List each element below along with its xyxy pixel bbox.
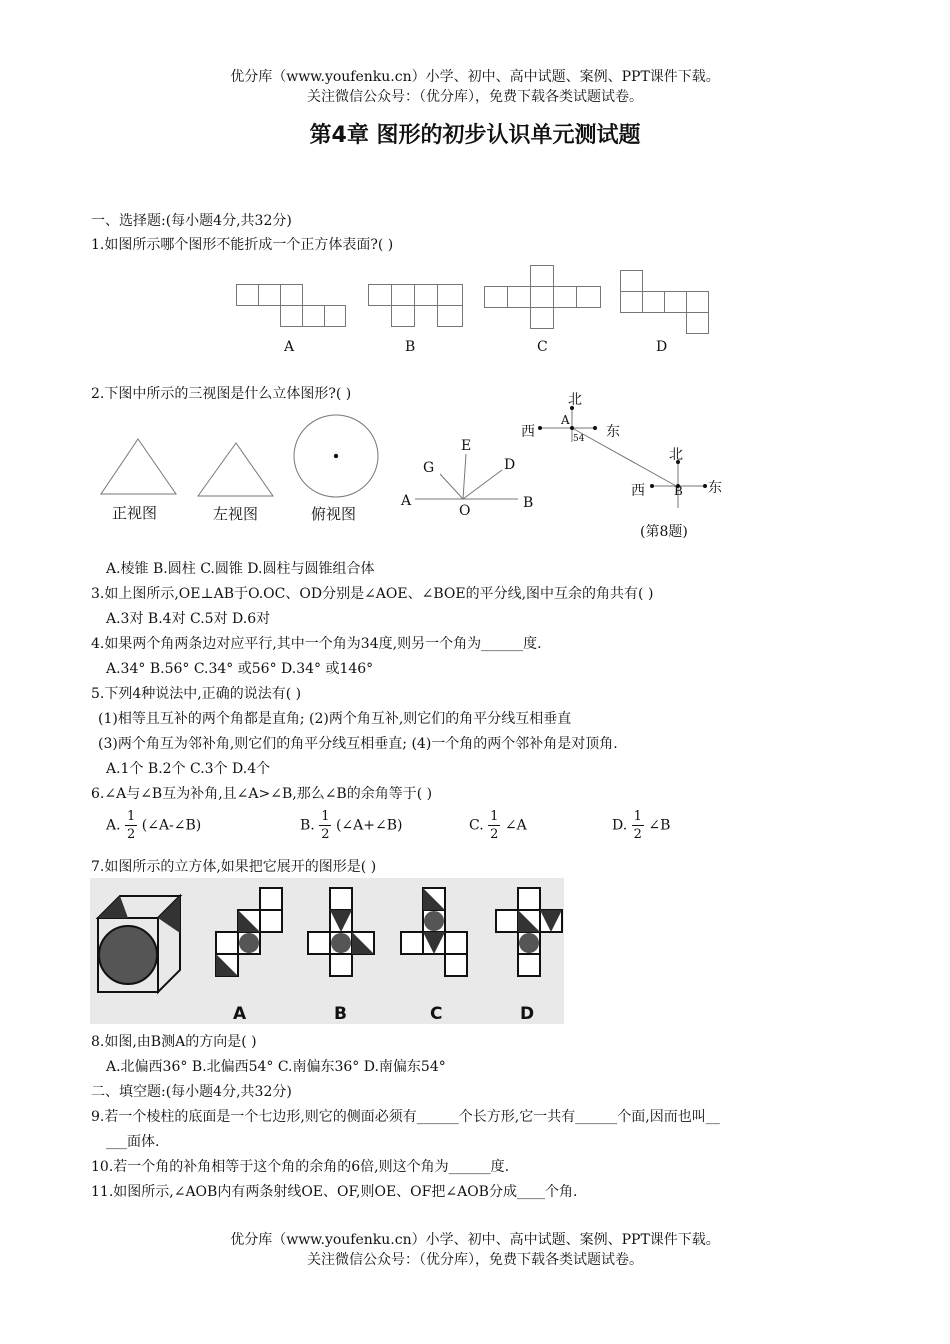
q1-net-a — [236, 284, 346, 329]
q6-d-letter: D. — [612, 817, 628, 834]
q6-c-fraction: $\frac{1}{2}$ — [490, 809, 499, 842]
q8-compass-figure — [520, 390, 730, 510]
q3-options: A.3对 B.4对 C.5对 D.6对 — [106, 611, 271, 627]
q8-caption: (第8题) — [640, 524, 688, 540]
q1-label-d: D — [656, 339, 668, 355]
q1-label-c: C — [537, 339, 548, 355]
q6-a-expr: (∠A-∠B) — [141, 817, 202, 834]
q7-label-b: B — [334, 1004, 347, 1024]
side-view-label: 左视图 — [213, 505, 259, 523]
q1-net-d — [620, 270, 712, 335]
q3-label-b: B — [523, 495, 534, 511]
side-view-triangle — [197, 442, 275, 498]
q9-line-2: ___面体. — [106, 1134, 160, 1150]
q9-line-1: 9.若一个棱柱的底面是一个七边形,则它的侧面必须有______个长方形,它一共有______个面,因而也叫__ — [91, 1109, 720, 1125]
q2-stem: 2.下图中所示的三视图是什么立体图形?( ) — [91, 386, 352, 402]
q6-option-b — [300, 808, 402, 843]
q3-label-e: E — [461, 438, 472, 454]
q7-label-a: A — [233, 1004, 247, 1024]
q6-option-c — [469, 808, 527, 843]
q1-label-b: B — [405, 339, 416, 355]
q6-c-expr: ∠A — [504, 817, 527, 834]
section-choice-heading: 一、选择题:(每小题4分,共32分) — [91, 213, 292, 229]
page-title: 第4章 图形的初步认识单元测试题 — [309, 123, 641, 148]
q8-north-a: 北 — [568, 392, 582, 408]
q5-options: A.1个 B.2个 C.3个 D.4个 — [106, 761, 271, 777]
q3-label-g: G — [423, 460, 435, 476]
front-view-triangle — [100, 438, 178, 496]
q10: 10.若一个角的补角相等于这个角的余角的6倍,则这个角为______度. — [91, 1159, 510, 1175]
q7-label-c: C — [430, 1004, 443, 1024]
q8-point-b: B — [674, 484, 683, 498]
q2-options: A.棱锥 B.圆柱 C.圆锥 D.圆柱与圆锥组合体 — [106, 561, 375, 577]
q1-stem: 1.如图所示哪个图形不能折成一个正方体表面?( ) — [91, 237, 394, 253]
q3-label-d: D — [504, 457, 516, 473]
q6-stem: 6.∠A与∠B互为补角,且∠A>∠B,那么∠B的余角等于( ) — [91, 786, 433, 802]
footer-line-2: 关注微信公众号：（优分库），免费下载各类试题试卷。 — [307, 1252, 643, 1268]
q6-a-letter: A. — [106, 817, 121, 834]
q1-net-b — [368, 284, 464, 329]
q7-label-d: D — [520, 1004, 535, 1024]
q8-west-a: 西 — [521, 424, 535, 440]
q1-label-a: A — [284, 339, 295, 355]
q6-b-expr: (∠A+∠B) — [335, 817, 403, 834]
q6-b-letter: B. — [300, 817, 315, 834]
q6-d-expr: ∠B — [648, 817, 671, 834]
q11: 11.如图所示,∠AOB内有两条射线OE、OF,则OE、OF把∠AOB分成____个角. — [91, 1184, 578, 1200]
q8-west-b: 西 — [631, 483, 645, 499]
q5-line-2: (3)两个角互为邻补角,则它们的角平分线互相垂直; (4)一个角的两个邻补角是对顶角. — [98, 736, 618, 752]
top-view-circle — [292, 414, 382, 500]
q3-stem: 3.如上图所示,OE⊥AB于O.OC、OD分别是∠AOE、∠BOE的平分线,图中互余的角共有( ) — [91, 586, 654, 602]
front-view-label: 正视图 — [112, 504, 158, 522]
header-line-1: 优分库（www.youfenku.cn）小学、初中、高中试题、案例、PPT课件下载。 — [230, 69, 720, 85]
q8-north-b: 北 — [669, 447, 683, 463]
q8-east-a: 东 — [606, 424, 620, 440]
footer-line-1: 优分库（www.youfenku.cn）小学、初中、高中试题、案例、PPT课件下载。 — [230, 1232, 720, 1248]
q5-line-1: (1)相等且互补的两个角都是直角; (2)两个角互补,则它们的角平分线互相垂直 — [98, 711, 572, 727]
q7-stem: 7.如图所示的立方体,如果把它展开的图形是( ) — [91, 859, 377, 875]
q7-cube-figure — [90, 878, 564, 1024]
q4-stem: 4.如果两个角两条边对应平行,其中一个角为34度,则另一个角为______度. — [91, 636, 542, 652]
header-line-2: 关注微信公众号：（优分库），免费下载各类试题试卷。 — [307, 89, 643, 105]
q6-c-letter: C. — [469, 817, 484, 834]
q8-angle-54: 54 — [573, 434, 585, 444]
q6-d-fraction: $\frac{1}{2}$ — [633, 809, 642, 842]
q6-option-a — [106, 808, 201, 843]
q4-options: A.34° B.56° C.34° 或56° D.34° 或146° — [106, 661, 374, 677]
q8-options: A.北偏西36° B.北偏西54° C.南偏东36° D.南偏东54° — [106, 1059, 446, 1075]
q6-option-d — [612, 808, 670, 843]
top-view-label: 俯视图 — [311, 505, 357, 523]
q3-label-a: A — [401, 493, 412, 509]
q6-a-fraction: $\frac{1}{2}$ — [127, 809, 136, 842]
q8-point-a: A — [561, 413, 570, 427]
section-fill-heading: 二、填空题:(每小题4分,共32分) — [91, 1084, 292, 1100]
q6-b-fraction: $\frac{1}{2}$ — [321, 809, 330, 842]
q3-label-o: O — [459, 503, 471, 519]
q8-east-b: 东 — [708, 480, 722, 496]
q8-stem: 8.如图,由B测A的方向是( ) — [91, 1034, 257, 1050]
q1-net-c — [484, 265, 602, 329]
q5-stem: 5.下列4种说法中,正确的说法有( ) — [91, 686, 302, 702]
